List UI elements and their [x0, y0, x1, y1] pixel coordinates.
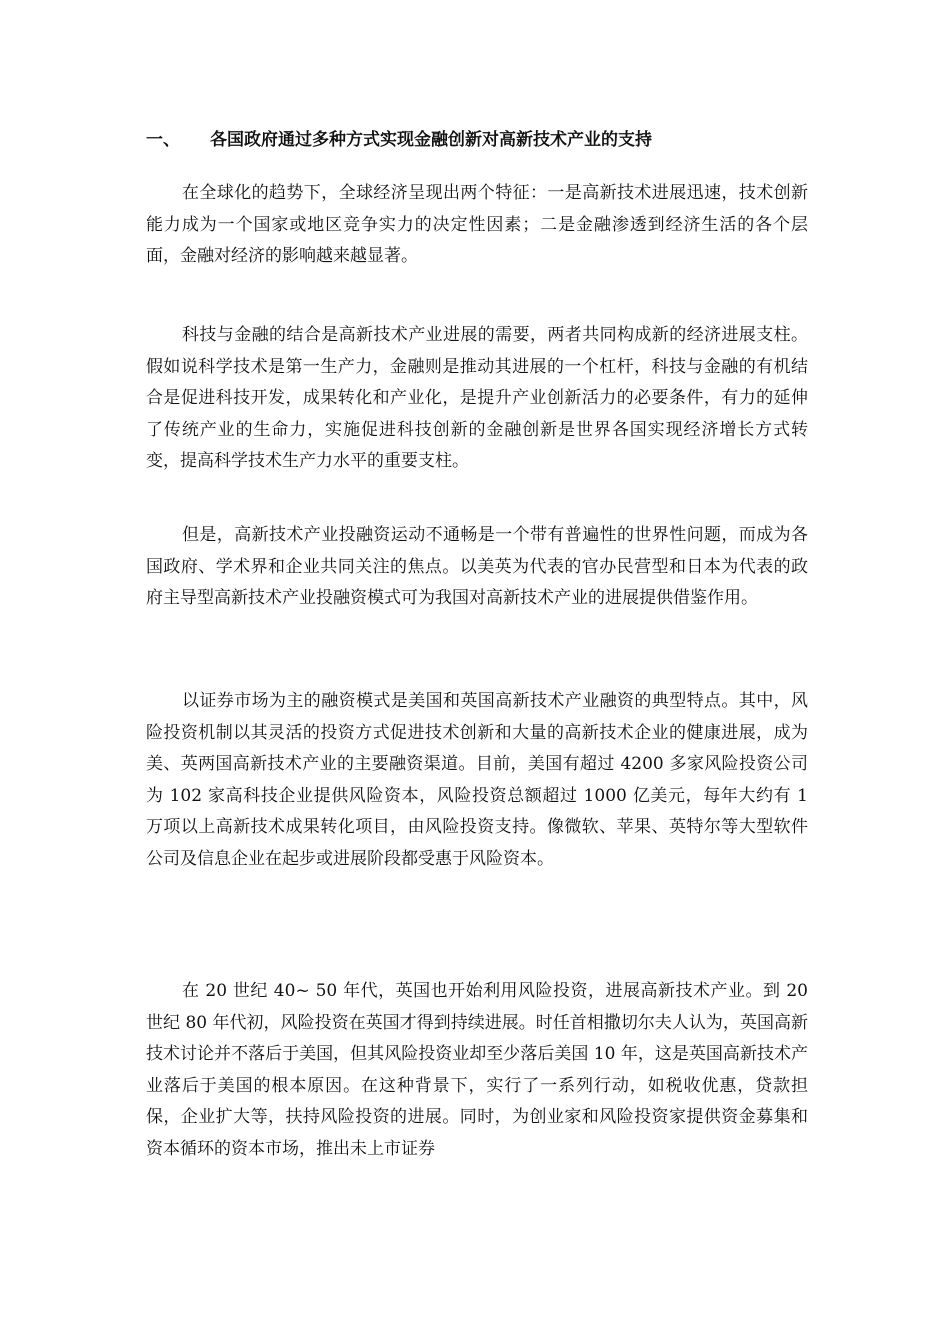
- section-heading: [146, 124, 826, 156]
- paragraph-us-uk-model: 以证券市场为主的融资模式是美国和英国高新技术产业融资的典型特点。其中，风险投资机制以其灵活的投资方式促进技术创新和大量的高新技术企业的健康进展，成为美、英两国高新技术产业的主要融资渠道。目前，美国有超过 4200 多家风险投资公司为 102 家高科技企业提供风险资本，风险投资总额超过 1000 亿美元，每年大约有 1 万项以上高新技术成果转化项目，由风险投资支持。像微软、苹果、英特尔等大型软件公司及信息企业在起步或进展阶段都受惠于风险资本。: [146, 691, 808, 869]
- paragraph-tech-finance: 科技与金融的结合是高新技术产业进展的需要，两者共同构成新的经济进展支柱。假如说科学技术是第一生产力，金融则是推动其进展的一个杠杆，科技与金融的有机结合是促进科技开发，成果转化和产业化，是提升产业创新活力的必要条件，有力的延伸了传统产业的生命力，实施促进科技创新的金融创新是世界各国实现经济增长方式转变，提高科学技术生产力水平的重要支柱。: [146, 325, 808, 472]
- paragraph-financing-problem: 但是，高新技术产业投融资运动不通畅是一个带有普遍性的世界性问题，而成为各国政府、学术界和企业共同关注的焦点。以美英为代表的官办民营型和日本为代表的政府主导型高新技术产业投融资模式可为我国对高新技术产业的进展提供借鉴作用。: [146, 525, 808, 609]
- section-title: 各国政府通过多种方式实现金融创新对高新技术产业的支持: [210, 130, 652, 150]
- section-number: 一、: [146, 130, 180, 150]
- paragraph-globalization: 在全球化的趋势下，全球经济呈现出两个特征：一是高新技术进展迅速，技术创新能力成为一个国家或地区竞争实力的决定性因素；二是金融渗透到经济生活的各个层面，金融对经济的影响越来越显著。: [146, 183, 808, 267]
- paragraph-uk-history: 在 20 世纪 40~ 50 年代，英国也开始利用风险投资，进展高新技术产业。到 20 世纪 80 年代初，风险投资在英国才得到持续进展。时任首相撒切尔夫人认为，英国高新技术讨论并不落后于美国，但其风险投资业却至少落后美国 10 年，这是英国高新技术产业落后于美国的根本原因。在这种背景下，实行了一系列行动，如税收优惠，贷款担保，企业扩大等，扶持风险投资的进展。同时，为创业家和风险投资家提供资金募集和资本循环的资本市场，推出未上市证券: [146, 981, 808, 1159]
